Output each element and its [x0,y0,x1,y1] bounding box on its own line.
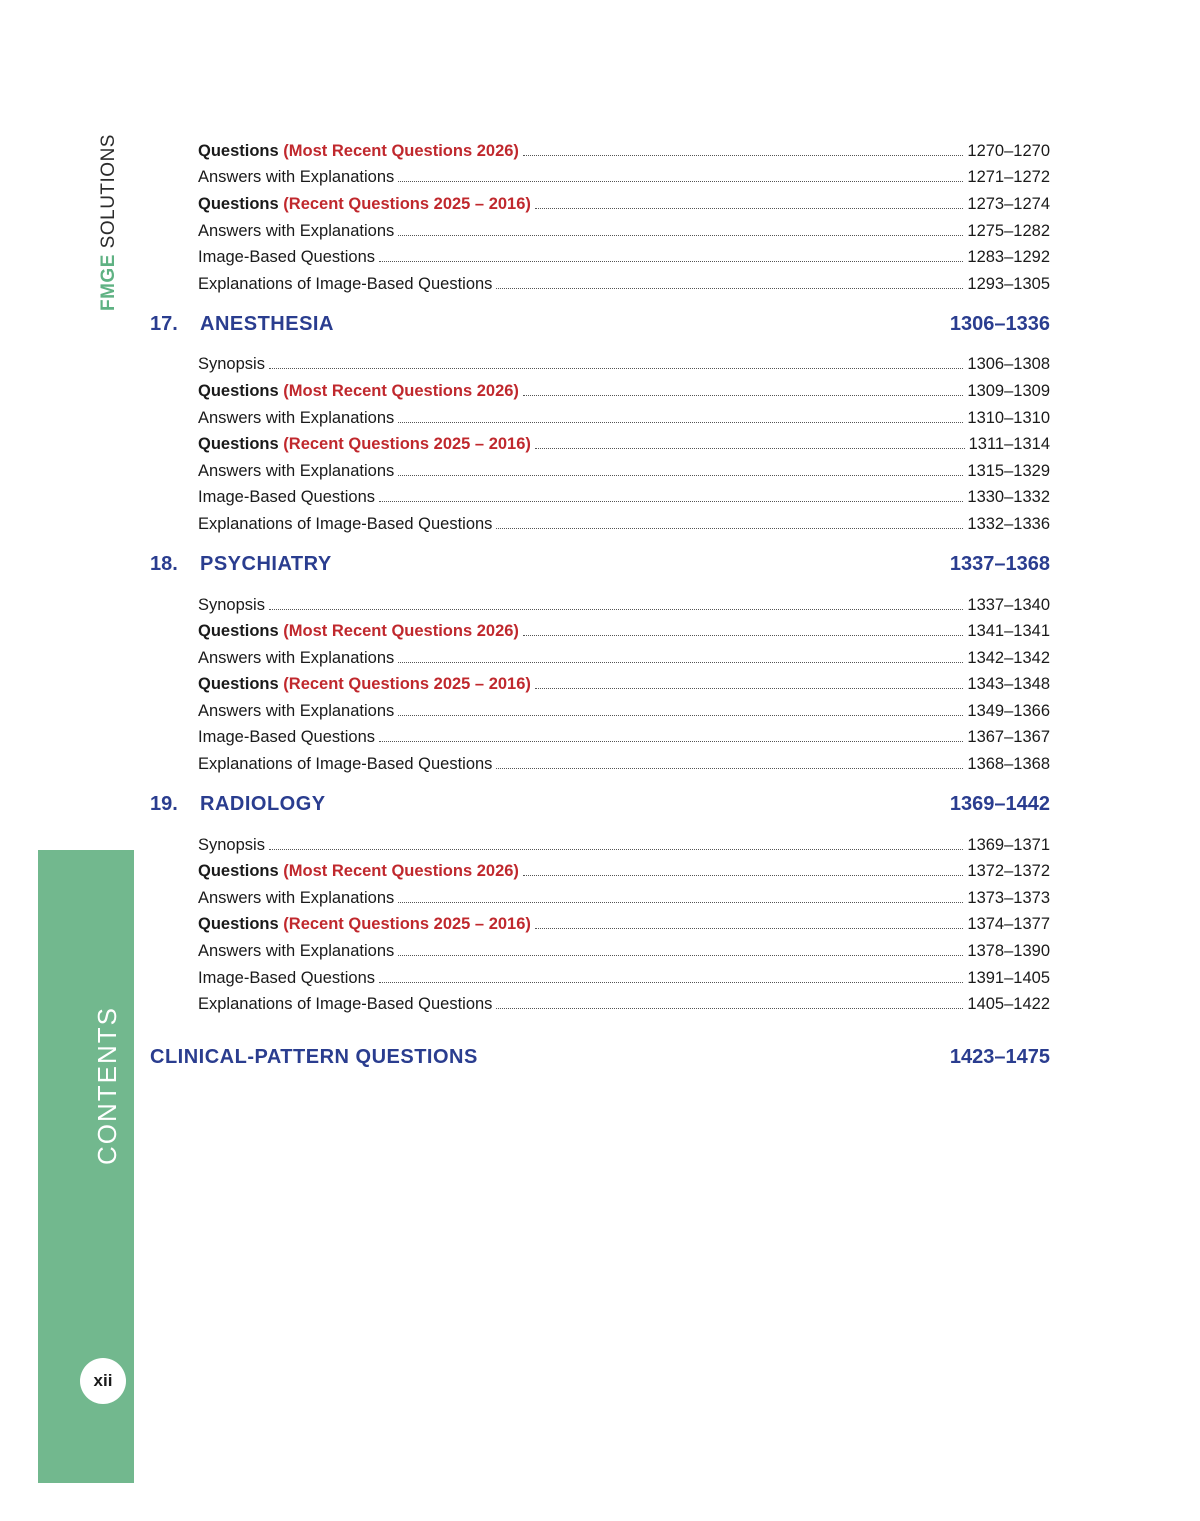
entry-label [198,728,379,747]
final-section-pages: 1423–1475 [949,1045,1050,1068]
chapter-pages: 1369–1442 [949,793,1050,816]
toc-entry[interactable] [198,244,1050,271]
entry-title: Image-Based Questions [198,488,376,507]
entry-pages: 1373–1373 [967,888,1050,907]
toc-entry[interactable] [198,885,1050,912]
entry-title: Synopsis [198,355,265,374]
entry-title: Answers with Explanations [198,221,395,240]
entry-pages: 1369–1371 [967,835,1050,854]
entry-title: Synopsis [198,835,265,854]
entry-title: Explanations of Image-Based Questions [198,755,493,774]
entry-pages: 1391–1405 [967,968,1050,987]
toc-entry[interactable] [198,751,1050,778]
final-section-title: CLINICAL-PATTERN QUESTIONS [150,1045,478,1068]
entry-label [198,622,523,641]
entry-label [198,649,398,668]
entry-label [198,942,398,961]
chapter-title: PSYCHIATRY [200,553,332,576]
dot-leader [535,448,965,449]
dot-leader [523,875,963,876]
entry-title: Synopsis [198,595,265,614]
entry-pages: 1405–1422 [967,995,1050,1014]
entry-pages: 1310–1310 [967,408,1050,427]
toc-entry[interactable] [198,405,1050,432]
entry-pages: 1275–1282 [967,221,1050,240]
entry-title: Answers with Explanations [198,408,395,427]
entry-questions-label: Questions [198,862,279,881]
entry-pages: 1342–1342 [967,648,1050,667]
entry-title: Answers with Explanations [198,701,395,720]
entry-label [198,596,269,615]
toc-entry[interactable] [198,645,1050,672]
entry-questions-label: Questions [198,381,279,400]
entry-label [198,382,523,401]
chapter-pages: 1306–1336 [949,313,1050,336]
entry-label [198,995,496,1014]
dot-leader [379,261,963,262]
entry-year-range: (Recent Questions 2025 – 2016) [283,915,531,934]
dot-leader [398,422,963,423]
toc-entry[interactable] [198,271,1050,298]
chapter-pages: 1337–1368 [949,553,1050,576]
entry-pages: 1283–1292 [967,248,1050,267]
dot-leader [269,368,963,369]
dot-leader [496,768,963,769]
entry-title: Explanations of Image-Based Questions [198,274,493,293]
entry-pages: 1330–1332 [967,488,1050,507]
dot-leader [523,155,963,156]
entry-label [198,969,379,988]
entry-pages: 1343–1348 [967,675,1050,694]
entry-title: Answers with Explanations [198,648,395,667]
entry-label [198,462,398,481]
dot-leader [523,635,963,636]
entry-label [198,889,398,908]
entry-year-range: (Recent Questions 2025 – 2016) [283,675,531,694]
dot-leader [523,395,963,396]
entry-pages: 1315–1329 [967,461,1050,480]
toc-entry[interactable] [198,485,1050,512]
chapter-number: 18. [150,553,178,576]
entry-pages: 1271–1272 [967,168,1050,187]
chapter-number: 17. [150,313,178,336]
toc-entry[interactable] [198,938,1050,965]
entry-label [198,355,269,374]
toc-entry[interactable] [198,858,1050,885]
entry-pages: 1311–1314 [968,435,1050,454]
entry-year-range: (Most Recent Questions 2026) [283,622,519,641]
toc-entry[interactable] [198,912,1050,939]
toc-entry[interactable] [198,138,1050,165]
entry-label [198,142,523,161]
entry-pages: 1306–1308 [967,355,1050,374]
entry-label [198,675,535,694]
entry-label [198,435,535,454]
dot-leader [535,928,964,929]
entry-label [198,702,398,721]
toc-entry[interactable] [198,165,1050,192]
dot-leader [496,528,963,529]
toc-entry[interactable] [198,378,1050,405]
final-section-heading[interactable] [150,1034,1050,1080]
entry-label [198,915,535,934]
dot-leader [269,609,963,610]
entry-year-range: (Most Recent Questions 2026) [283,381,519,400]
toc-entry[interactable] [198,832,1050,859]
entry-label [198,248,379,267]
entry-title: Image-Based Questions [198,248,376,267]
toc-entry[interactable] [198,672,1050,699]
chapter-heading[interactable] [150,302,1050,348]
table-of-contents [150,138,1050,1080]
entry-pages: 1341–1341 [967,622,1050,641]
entry-title: Image-Based Questions [198,968,376,987]
entry-pages: 1368–1368 [967,755,1050,774]
toc-entry[interactable] [198,618,1050,645]
entry-label [198,862,523,881]
entry-label [198,515,496,534]
toc-entry[interactable] [198,191,1050,218]
dot-leader [496,1008,963,1009]
entry-questions-label: Questions [198,194,279,213]
toc-entry[interactable] [198,352,1050,379]
dot-leader [398,662,963,663]
book-title-regular: SOLUTIONS [98,134,119,255]
toc-entry[interactable] [198,592,1050,619]
entry-label [198,168,398,187]
chapter-title: RADIOLOGY [200,793,326,816]
toc-entry[interactable] [198,725,1050,752]
entry-year-range: (Recent Questions 2025 – 2016) [283,435,531,454]
toc-entry[interactable] [198,458,1050,485]
entry-year-range: (Most Recent Questions 2026) [283,141,519,160]
entry-label [198,409,398,428]
entry-label [198,195,535,214]
entry-year-range: (Most Recent Questions 2026) [283,862,519,881]
chapter-title: ANESTHESIA [200,313,334,336]
toc-entry[interactable] [198,965,1050,992]
entry-pages: 1372–1372 [967,862,1050,881]
toc-entry[interactable] [198,431,1050,458]
entry-pages: 1273–1274 [967,194,1050,213]
entry-pages: 1374–1377 [967,915,1050,934]
entry-year-range: (Recent Questions 2025 – 2016) [283,194,531,213]
entry-questions-label: Questions [198,141,279,160]
entry-title: Answers with Explanations [198,168,395,187]
book-title-vertical [98,134,128,315]
entry-title: Answers with Explanations [198,888,395,907]
dot-leader [269,849,963,850]
entry-pages: 1293–1305 [967,274,1050,293]
book-title-bold: FMGE [98,254,119,311]
entry-pages: 1367–1367 [967,728,1050,747]
entry-questions-label: Questions [198,915,279,934]
entry-title: Explanations of Image-Based Questions [198,514,493,533]
dot-leader [379,741,963,742]
entry-pages: 1337–1340 [967,595,1050,614]
entry-label [198,755,496,774]
entry-title: Answers with Explanations [198,942,395,961]
dot-leader [496,288,963,289]
dot-leader [379,982,963,983]
dot-leader [398,715,963,716]
entry-label [198,836,269,855]
entry-pages: 1349–1366 [967,701,1050,720]
entry-questions-label: Questions [198,435,279,454]
entry-title: Answers with Explanations [198,461,395,480]
dot-leader [398,475,963,476]
entry-label [198,222,398,241]
entry-pages: 1332–1336 [967,514,1050,533]
entry-pages: 1309–1309 [967,381,1050,400]
dot-leader [398,902,963,903]
dot-leader [379,501,963,502]
dot-leader [398,955,963,956]
dot-leader [535,208,964,209]
dot-leader [398,181,963,182]
entry-questions-label: Questions [198,622,279,641]
contents-label: CONTENTS [92,1006,122,1165]
chapter-heading[interactable] [150,782,1050,828]
entry-title: Image-Based Questions [198,728,376,747]
toc-entry[interactable] [198,698,1050,725]
entry-label [198,275,496,294]
entry-label [198,488,379,507]
dot-leader [398,235,963,236]
dot-leader [535,688,964,689]
chapter-number: 19. [150,793,178,816]
chapter-heading[interactable] [150,542,1050,588]
toc-entry[interactable] [198,218,1050,245]
toc-entry[interactable] [198,511,1050,538]
entry-pages: 1270–1270 [967,141,1050,160]
page-number-badge: xii [80,1358,126,1404]
entry-pages: 1378–1390 [967,942,1050,961]
entry-title: Explanations of Image-Based Questions [198,995,493,1014]
entry-questions-label: Questions [198,675,279,694]
toc-entry[interactable] [198,991,1050,1018]
